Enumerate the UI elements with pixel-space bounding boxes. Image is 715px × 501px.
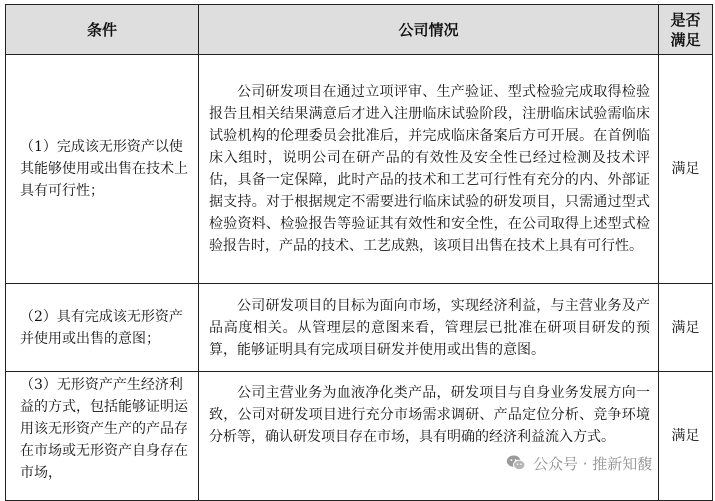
condition-cell: （2）具有完成该无形资产并使用或出售的意图； xyxy=(6,284,199,372)
table-row xyxy=(6,372,713,501)
conditions-table xyxy=(5,4,713,501)
table-header-row xyxy=(6,5,713,55)
header-condition: 条件 xyxy=(6,5,199,55)
header-met: 是否 满足 xyxy=(659,5,713,55)
wechat-icon xyxy=(505,452,527,474)
met-cell: 满足 xyxy=(659,284,713,372)
condition-cell: （3）无形资产产生经济利益的方式，包括能够证明运用该无形资产生产的产品存在市场或无形资产自身存在市场， xyxy=(6,372,199,501)
watermark-text: 公众号 · 推新知馥 xyxy=(533,454,653,473)
description-cell: 公司研发项目在通过立项评审、生产验证、型式检验完成取得检验报告且相关结果满意后才进入注册临床试验阶段，注册临床试验需临床试验机构的伦理委员会批准后，并完成临床备案后方可开展。在首例临床入组时，说明公司在研产品的有效性及安全性已经过检测及技术评估，具备一定保障，此时产品的技术和工艺可行性有充分的内、外部证据支持。对于根据规定不需要进行临床试验的研发项目，只需通过型式检验资料、检验报告等验证其有效性和安全性，在公司取得上述型式检验报告时，产品的技术、工艺成熟，该项目出售在技术上具有可行性。 xyxy=(199,55,659,284)
met-cell: 满足 xyxy=(659,55,713,284)
table-row xyxy=(6,55,713,284)
description-cell: 公司研发项目的目标为面向市场，实现经济利益，与主营业务及产品高度相关。从管理层的意图来看，管理层已批准在研项目研发的预算，能够证明具有完成项目研发并使用或出售的意图。 xyxy=(199,284,659,372)
header-company: 公司情况 xyxy=(199,5,659,55)
watermark xyxy=(505,452,652,474)
met-cell: 满足 xyxy=(659,372,713,501)
table-row xyxy=(6,284,713,372)
description-cell: 公司主营业务为血液净化类产品，研发项目与自身业务发展方向一致，公司对研发项目进行充分市场需求调研、产品定位分析、竞争环境分析等，确认研发项目存在市场，具有明确的经济利益流入方式。 xyxy=(199,372,659,501)
condition-cell: （1）完成该无形资产以使其能够使用或出售在技术上具有可行性； xyxy=(6,55,199,284)
